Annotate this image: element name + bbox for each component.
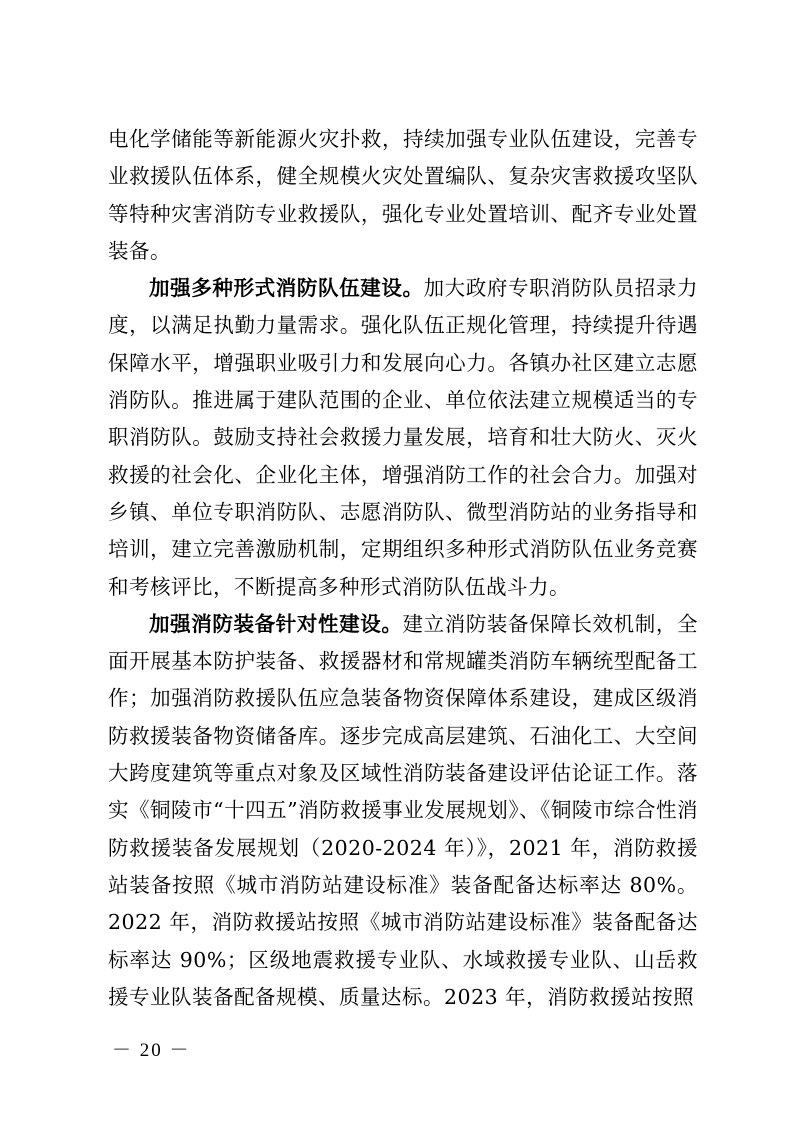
paragraph-3-text: 建立消防装备保障长效机制，全面开展基本防护装备、救援器材和常规罐类消防车辆统型配备工作；加强消防救援队伍应急装备物资保障体系建设，建成区级消防救援装备物资储备库。逐步完成高层建筑、石油化工、大空间大跨度建筑等重点对象及区域性消防装备建设评估论证工作。落实《铜陵市“十四五”消防救援事业发展规划》、《铜陵市综合性消防救援装备发展规划（2020-2024 年）》，2021 年，消防救援站装备按照《城市消防站建设标准》装备配备达标率达 80%。2022 年，消防救援站按照《城市消防站建设标准》装备配备达标率达 90%；区级地震救援专业队、水域救援专业队、山岳救援专业队装备配备规模、质量达标。2023 年，消防救援站按照 xyxy=(108,611,699,1009)
paragraph-1-text: 电化学储能等新能源火灾扑救，持续加强专业队伍建设，完善专业救援队伍体系，健全规模火灾处置编队、复杂灾害救援攻坚队等特种灾害消防专业救援队，强化专业处置培训、配齐专业处置装备。 xyxy=(108,127,698,263)
body-text xyxy=(108,121,698,1016)
paragraph-3 xyxy=(108,606,698,1016)
paragraph-2 xyxy=(108,270,698,606)
paragraph-2-text: 加大政府专职消防队员招录力度，以满足执勤力量需求。强化队伍正规化管理，持续提升待遇保障水平，增强职业吸引力和发展向心力。各镇办社区建立志愿消防队。推进属于建队范围的企业、单位依法建立规模适当的专职消防队。鼓励支持社会救援力量发展，培育和壮大防火、灭火救援的社会化、企业化主体，增强消防工作的社会合力。加强对乡镇、单位专职消防队、志愿消防队、微型消防站的业务指导和培训，建立完善激励机制，定期组织多种形式消防队伍业务竞赛和考核评比，不断提高多种形式消防队伍战斗力。 xyxy=(108,276,699,599)
page-number: － 20 － xyxy=(112,1040,191,1061)
paragraph-3-heading: 加强消防装备针对性建设。 xyxy=(149,611,403,636)
paragraph-1 xyxy=(108,121,698,270)
paragraph-2-heading: 加强多种形式消防队伍建设。 xyxy=(149,276,424,301)
